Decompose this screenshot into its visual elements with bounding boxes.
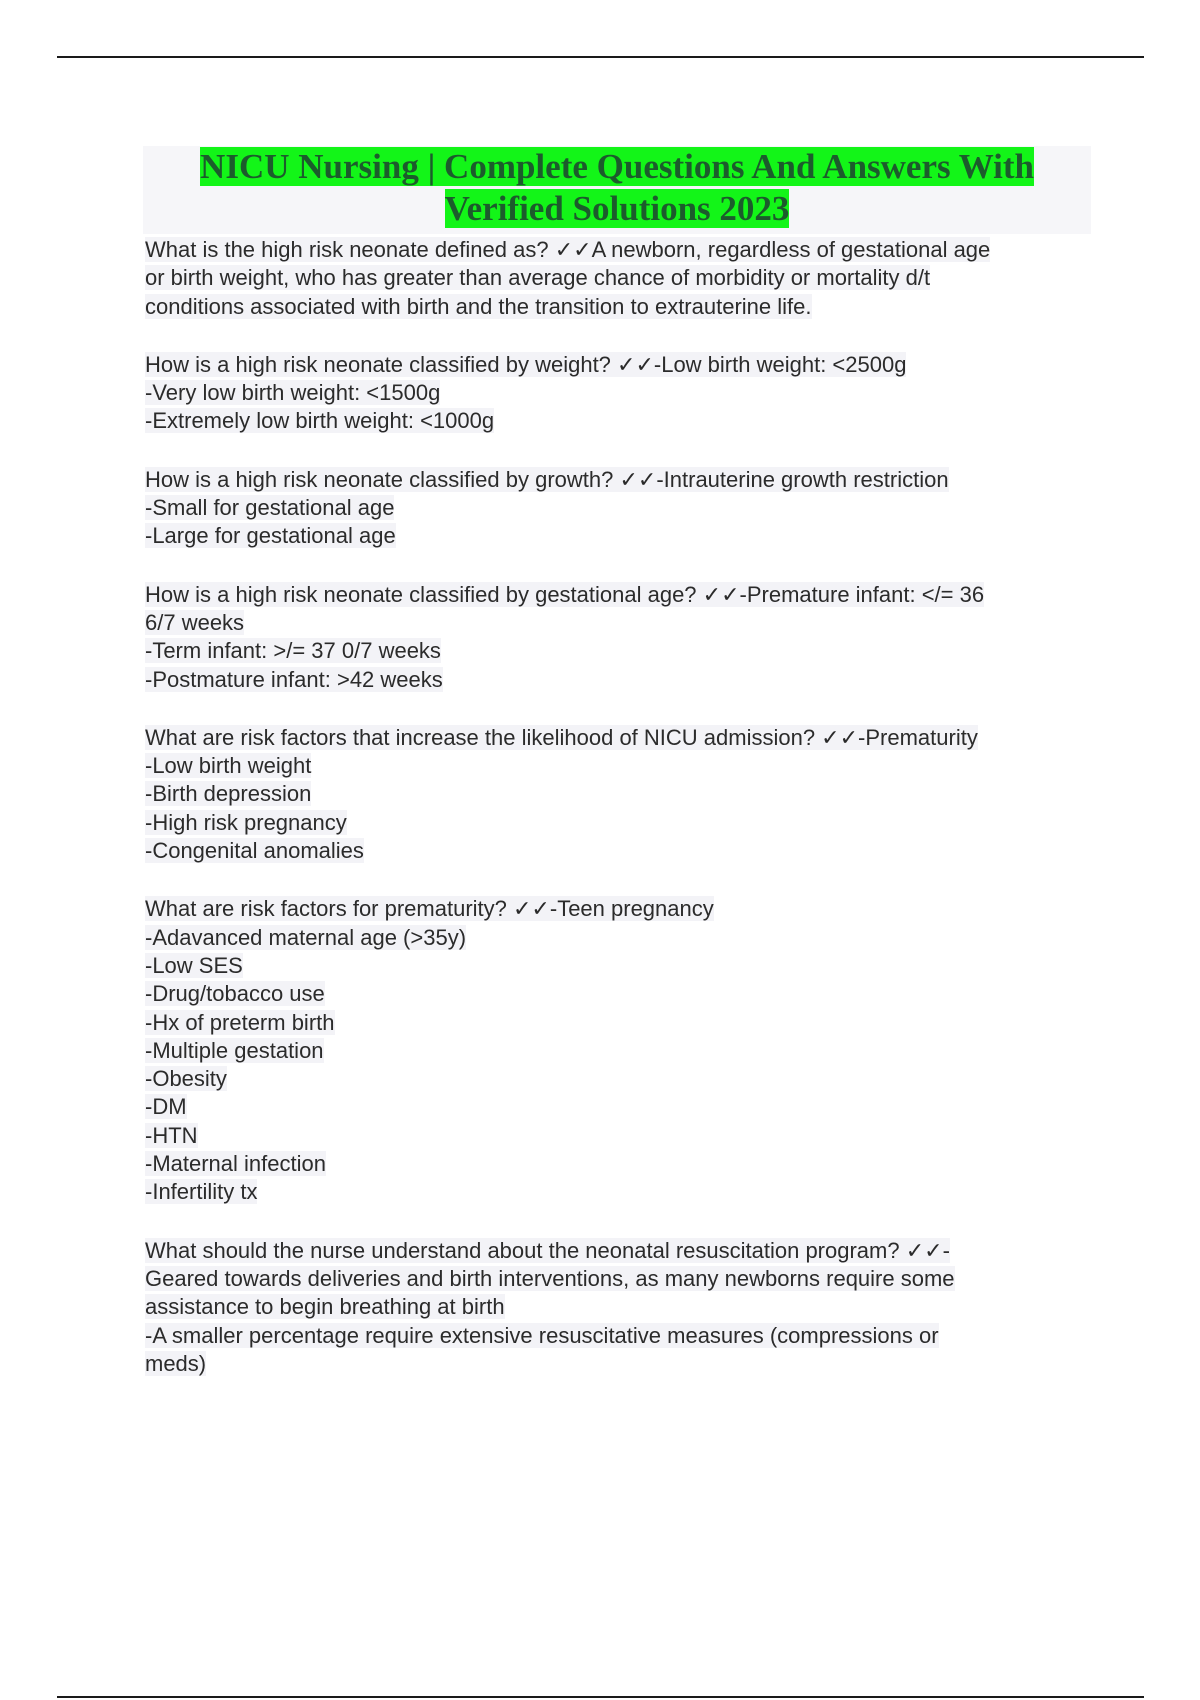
qa-list [145,236,1085,1408]
qa-line: -Obesity [145,1066,227,1092]
qa-line: -Adavanced maternal age (>35y) [145,924,467,950]
qa-line: -Low birth weight [145,753,312,779]
qa-line: Geared towards deliveries and birth interventions, as many newborns require some [145,1265,955,1291]
qa-line: How is a high risk neonate classified by weight? ✓✓-Low birth weight: <2500g [145,351,907,377]
qa-line: -Small for gestational age [145,495,395,521]
title-block [143,146,1091,234]
document-title [143,146,1091,230]
qa-line: What are risk factors that increase the likelihood of NICU admission? ✓✓-Prematurity [145,724,978,750]
qa-line: assistance to begin breathing at birth [145,1294,505,1320]
qa-line: conditions associated with birth and the transition to extrauterine life. [145,293,812,319]
qa-line: -DM [145,1094,187,1120]
qa-line: -Low SES [145,952,243,978]
title-line-2: Verified Solutions 2023 [444,189,790,228]
qa-item [145,581,1085,694]
qa-line: -Congenital anomalies [145,838,364,864]
qa-line: -Birth depression [145,781,312,807]
bottom-rule [57,1696,1144,1698]
qa-line: -Large for gestational age [145,523,396,549]
qa-line: How is a high risk neonate classified by gestational age? ✓✓-Premature infant: </= 36 [145,581,985,607]
qa-line: -Infertility tx [145,1179,258,1205]
qa-line: -Postmature infant: >42 weeks [145,666,443,692]
qa-item [145,1237,1085,1378]
qa-item [145,724,1085,865]
qa-line: How is a high risk neonate classified by growth? ✓✓-Intrauterine growth restriction [145,466,949,492]
qa-line: -HTN [145,1122,198,1148]
qa-line: or birth weight, who has greater than average chance of morbidity or mortality d/t [145,265,931,291]
qa-line: What is the high risk neonate defined as? ✓✓A newborn, regardless of gestational age [145,237,991,262]
qa-line: -High risk pregnancy [145,809,347,835]
qa-line: -Multiple gestation [145,1037,324,1063]
title-line-1: NICU Nursing | Complete Questions And Answers With [200,147,1034,186]
qa-item [145,351,1085,436]
qa-line: 6/7 weeks [145,609,245,635]
qa-line: What should the nurse understand about the neonatal resuscitation program? ✓✓- [145,1237,950,1263]
qa-line: -Extremely low birth weight: <1000g [145,408,495,434]
qa-item [145,236,1085,321]
qa-line: What are risk factors for prematurity? ✓✓-Teen pregnancy [145,896,714,922]
qa-line: -Term infant: >/= 37 0/7 weeks [145,638,441,664]
top-rule [57,56,1144,58]
qa-line: -Maternal infection [145,1151,326,1177]
qa-line: -Hx of preterm birth [145,1009,335,1035]
qa-item [145,466,1085,551]
qa-item [145,895,1085,1206]
qa-line: -Very low birth weight: <1500g [145,380,441,406]
qa-line: -Drug/tobacco use [145,981,325,1007]
qa-line: -A smaller percentage require extensive resuscitative measures (compressions or [145,1322,939,1348]
qa-line: meds) [145,1350,207,1376]
